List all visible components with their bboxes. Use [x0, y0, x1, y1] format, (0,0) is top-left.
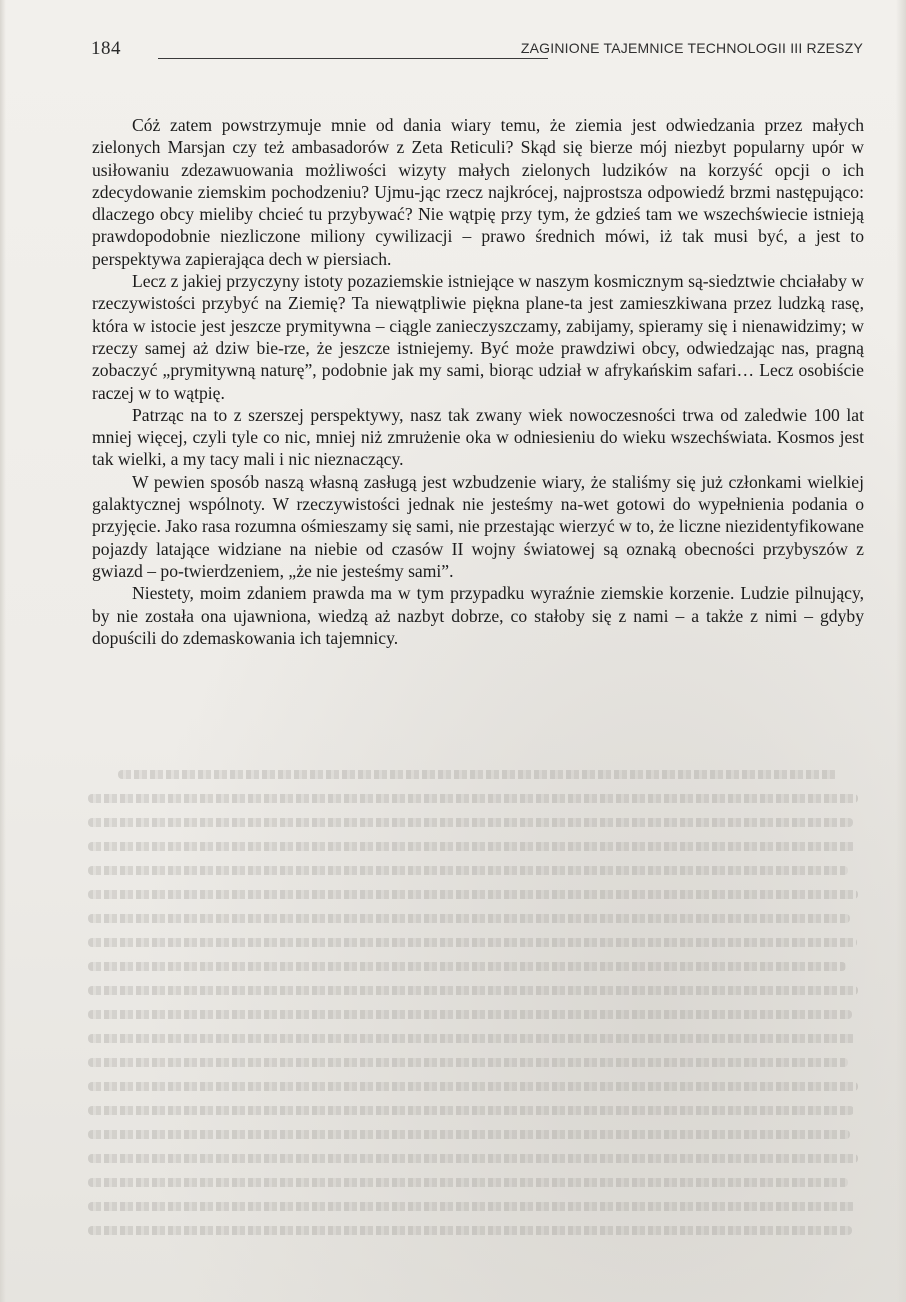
- bleed-line: [88, 1106, 854, 1115]
- running-title: ZAGINIONE TAJEMNICE TECHNOLOGII III RZESZY: [520, 40, 863, 56]
- body-text: [92, 114, 864, 649]
- bleed-line: [88, 794, 858, 803]
- bleed-line: [88, 1202, 856, 1211]
- bleed-line: [88, 818, 853, 827]
- bleed-line: [118, 770, 838, 779]
- bleed-line: [88, 1154, 858, 1163]
- bleed-line: [88, 986, 858, 995]
- bleed-line: [88, 914, 850, 923]
- bleed-line: [88, 890, 858, 899]
- bleed-line: [88, 1130, 850, 1139]
- header-rule: [158, 58, 548, 59]
- page-number: 184: [91, 38, 121, 59]
- bleed-line: [88, 1058, 848, 1067]
- bleed-line: [88, 1082, 858, 1091]
- bleed-line: [88, 842, 856, 851]
- reverse-page-bleed-through: [118, 770, 878, 1270]
- bleed-line: [88, 866, 848, 875]
- running-header: [91, 38, 863, 62]
- bleed-line: [88, 1010, 852, 1019]
- paragraph-3: Patrząc na to z szerszej perspektywy, nasz tak zwany wiek nowoczesności trwa od zaledwie 100 lat mniej więcej, czyli tyle co nic, mniej niż zmrużenie oka w odniesieniu do wieku wszechświata. Kosmos jest tak wielki, a my tacy mali i nic nieznaczący.: [92, 404, 864, 470]
- paragraph-2: Lecz z jakiej przyczyny istoty pozaziemskie istniejące w naszym kosmicznym są-siedztwie chciałaby w rzeczywistości przybyć na Ziemię? Ta niewątpliwie piękna plane-ta jest zamieszkiwana przez ludzką rasę, która w istocie jest jeszcze prymitywna – ciągle zanieczyszczamy, zabijamy, spieramy się i nienawidzimy; w rzeczy samej aż dziw bie-rze, że jeszcze istniejemy. Być może prawdziwi obcy, odwiedzając nas, pragną zobaczyć „prymitywną naturę”, podobnie jak my sami, biorąc udział w afrykańskim safari… Lecz osobiście raczej w to wątpię.: [92, 271, 864, 403]
- paragraph-4: W pewien sposób naszą własną zasługą jest wzbudzenie wiary, że staliśmy się już członkami wielkiej galaktycznej wspólnoty. W rzeczywistości jednak nie jesteśmy na-wet gotowi do wypełnienia podania o przyjęcie. Jako rasa rozumna ośmieszamy się sami, nie przestając wierzyć w to, że liczne niezidentyfikowane pojazdy latające widziane na niebie od czasów II wojny światowej są oznaką obecności przybyszów z gwiazd – po-twierdzeniem, „że nie jesteśmy sami”.: [92, 471, 864, 581]
- bleed-line: [88, 1178, 848, 1187]
- bleed-line: [88, 938, 857, 947]
- bleed-line: [88, 1034, 856, 1043]
- bleed-line: [88, 962, 846, 971]
- paragraph-1: Cóż zatem powstrzymuje mnie od dania wiary temu, że ziemia jest odwiedzania przez małych zielonych Marsjan czy też ambasadorów z Zeta Reticuli? Skąd się bierze mój niezbyt popularny upór w usiłowaniu zdezawuowania możliwości wizyty małych zielonych ludzików na korzyść opcji o ich zdecydowanie ziemskim pochodzeniu? Ujmu-jąc rzecz najkrócej, najprostsza odpowiedź brzmi następująco: dlaczego obcy mieliby chcieć tu przybywać? Nie wątpię przy tym, że gdzieś tam we wszechświecie istnieją prawdopodobnie niezliczone miliony cywilizacji – prawo średnich mówi, iż tak musi być, a jest to perspektywa zapierająca dech w piersiach.: [92, 115, 864, 269]
- paragraph-5: Niestety, moim zdaniem prawda ma w tym przypadku wyraźnie ziemskie korzenie. Ludzie pilnujący, by nie została ona ujawniona, wiedzą aż nazbyt dobrze, co stałoby się z nami – a także z nimi – gdyby dopuścili do zdemaskowania ich tajemnicy.: [92, 583, 864, 648]
- bleed-line: [88, 1226, 852, 1235]
